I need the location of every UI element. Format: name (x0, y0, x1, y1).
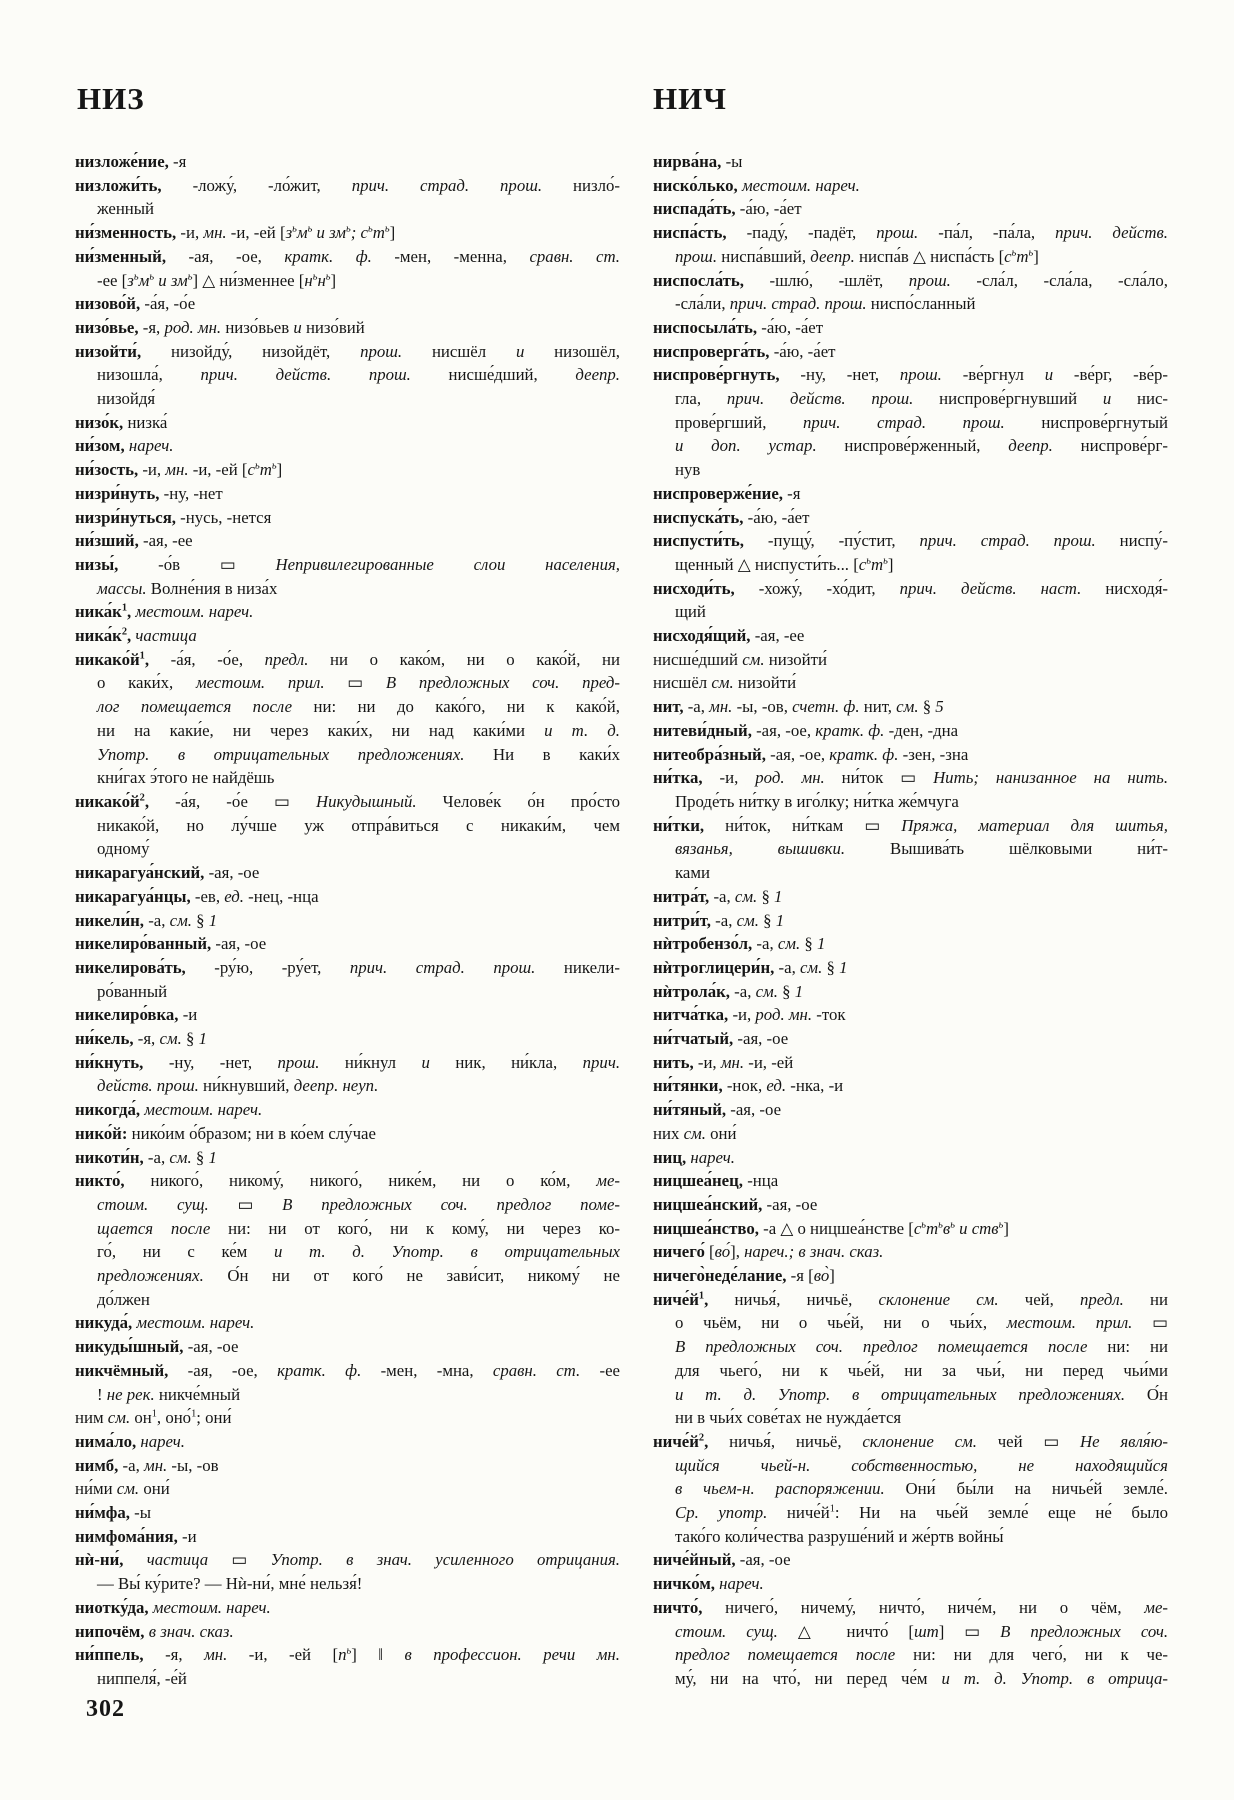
entry-line: $ника́к^1$, местоим. нареч. (75, 602, 254, 622)
dictionary-entry (653, 1240, 1168, 1264)
entry-line: низошла́, прич. действ. прош. нисше́дший, деепр. (97, 365, 620, 385)
dictionary-entry (653, 1548, 1168, 1572)
entry-line: никели́н, -а, см. § 1 (75, 910, 218, 930)
dictionary-entry (75, 529, 620, 553)
dictionary-entry (653, 1596, 1168, 1691)
dictionary-entry (75, 1501, 620, 1525)
entry-line: женный (97, 199, 155, 219)
entry-line: до́лжен (97, 1289, 150, 1309)
entry-line: ни́зменный, -ая, -ое, кратк. ф. -мен, -менна, сравн. ст. (75, 246, 620, 266)
dictionary-entry (653, 1051, 1168, 1075)
dictionary-entry (75, 1122, 620, 1146)
entry-line: нисходи́ть, -хожу́, -хо́дит, прич. действ. наст. нисходя́- (653, 578, 1169, 598)
dictionary-entry (75, 292, 620, 316)
dictionary-entry (653, 885, 1168, 909)
dictionary-entry (75, 482, 620, 506)
dictionary-entry (653, 766, 1168, 813)
dictionary-entry (75, 648, 620, 790)
dictionary-entry (75, 1548, 620, 1595)
entry-line: ниспа́сть, -паду́, -падёт, прош. -па́л, -па́ла, прич. действ. (653, 223, 1168, 243)
dictionary-entry (653, 980, 1168, 1004)
entry-line: ниспусти́ть, -пущу́, -пу́стит, прич. страд. прош. ниспу́- (653, 531, 1168, 551)
entry-line: низойти́, низойду́, низойдёт, прош. нисшёл и низошёл, (75, 341, 620, 361)
entry-line: нѝ-ни́, частица ▭ Употр. в знач. усиленного отрицания. (75, 1550, 621, 1570)
dictionary-entry (653, 648, 1168, 672)
entry-line: кни́гах э́того не найдёшь (97, 768, 275, 788)
entry-line: ро́ванный (97, 981, 168, 1001)
entry-line: нув (675, 460, 701, 480)
entry-line: для чьего́, ни к чье́й, ни за чьи́, ни перед чьи́ми (675, 1360, 1168, 1380)
dictionary-entry (653, 363, 1168, 482)
dictionary-entry (75, 221, 620, 245)
dictionary-entry (75, 1359, 620, 1406)
dictionary-entry (75, 1051, 620, 1098)
entry-line: нико́й: нико́им о́бразом; ни в ко́ем слу́чае (75, 1123, 376, 1143)
entry-line: нитеви́дный, -ая, -ое, кратк. ф. -ден, -дна (653, 720, 959, 740)
right-column (653, 150, 1168, 1691)
dictionary-entry (653, 1288, 1168, 1430)
dictionary-entry (75, 174, 620, 221)
entry-line: никогда́, местоим. нареч. (75, 1100, 263, 1120)
dictionary-entry (75, 1027, 620, 1051)
entry-line: прове́ргший, прич. страд. прош. ниспрове́ргнутый (675, 412, 1168, 432)
entry-line: $ниче́й^2$, ничья́, ничьё, склонение см. чей ▭ Не явля́ю- (653, 1431, 1168, 1451)
dictionary-entry (653, 482, 1168, 506)
entry-line: $ниче́й^1$, ничья́, ничьё, склонение см. чей, предл. ни (653, 1289, 1168, 1309)
dictionary-entry (75, 411, 620, 435)
dictionary-entry (653, 671, 1168, 695)
dictionary-entry (75, 909, 620, 933)
entry-line: ниче́йный, -ая, -ое (653, 1550, 791, 1570)
entry-line: щийся чьей-н. собственностью, не находящийся (675, 1455, 1168, 1475)
entry-line: нима́ло, нареч. (75, 1431, 185, 1451)
entry-line: низри́нуть, -ну, -нет (75, 483, 223, 503)
entry-line: щий (675, 602, 706, 622)
entry-line: му́, ни на что́, ни перед че́м и т. д. Употр. в отрица- (675, 1669, 1169, 1688)
entry-line: ничто́, ничего́, ничему́, ничто́, ниче́м, ни о чём, ме- (653, 1597, 1168, 1617)
entry-line: никарагуа́нский, -ая, -ое (75, 863, 260, 883)
dictionary-entry (653, 1098, 1168, 1122)
dictionary-entry (75, 1146, 620, 1170)
entry-line: ни́зменность, -и, мн. -и, -ей [$з^ьм^ь$ и $зм^ь$; $с^ьт^ь$] (75, 223, 396, 243)
dictionary-entry (75, 790, 620, 861)
entry-line: ничего̀неде́лание, -я [во̀] (653, 1266, 835, 1286)
entry-line: нитри́т, -а, см. § 1 (653, 910, 785, 930)
dictionary-entry (653, 529, 1168, 576)
entry-line: никоти́н, -а, см. § 1 (75, 1147, 217, 1167)
entry-line: щенный △ ниспусти́ть... $[с^ьт^ь]$ (675, 554, 894, 574)
entry-line: ками (675, 863, 710, 883)
dictionary-entry (75, 600, 620, 624)
dictionary-entry (75, 553, 620, 600)
entry-line: ниспуска́ть, -а́ю, -а́ет (653, 507, 810, 527)
entry-line: низо́вье, -я, род. мн. низо́вьев и низо́вий (75, 317, 365, 337)
entry-line: никчёмный, -ая, -ое, кратк. ф. -мен, -мна, сравн. ст. -ее (75, 1360, 620, 1380)
entry-line: нѝтроглицери́н, -а, см. § 1 (653, 957, 848, 977)
entry-line: ницшеа́нец, -нца (653, 1171, 779, 1191)
entry-line: низы́, -о́в ▭ Непривилегированные слои населения, (75, 554, 620, 574)
dictionary-entry (653, 269, 1168, 316)
dictionary-entry (75, 458, 620, 482)
entry-line: низойдя́ (97, 389, 156, 409)
entry-line: Употр. в отрицательных предложениях. Ни в каки́х (97, 744, 620, 764)
dictionary-entry (75, 861, 620, 885)
entry-line: щается после ни: ни от кого́, ни к кому́, ни через ко- (97, 1218, 620, 1238)
entry-line: нипочём, в знач. сказ. (75, 1621, 234, 1641)
entry-line: никуды́шный, -ая, -ое (75, 1337, 239, 1357)
entry-line: нитеобра́зный, -ая, -ое, кратк. ф. -зен, -зна (653, 744, 969, 764)
dictionary-entry (653, 695, 1168, 719)
entry-line: нирва́на, -ы (653, 152, 743, 171)
entry-line: нисше́дший см. низойти́ (653, 649, 827, 669)
entry-line: ним см. $он^1$, оно́$^1$; они́ (75, 1408, 232, 1428)
entry-line: о чьём, ни о чье́й, ни о чьи́х, местоим. прил. ▭ (675, 1313, 1168, 1333)
entry-line: никелиро́вка, -и (75, 1005, 198, 1025)
dictionary-entry (653, 577, 1168, 624)
dictionary-entry (653, 1027, 1168, 1051)
dictionary-entry (75, 245, 620, 292)
entry-line: ни́тка, -и, род. мн. ни́ток ▭ Нить; нанизанное на нить. (653, 768, 1169, 788)
entry-line: ниспосла́ть, -шлю́, -шлёт, прош. -сла́л, -сла́ла, -сла́ло, (653, 270, 1168, 290)
entry-line: ни́тяный, -ая, -ое (653, 1100, 782, 1120)
dictionary-entry (75, 1620, 620, 1644)
entry-line: массы. Волне́ния в низа́х (97, 578, 278, 598)
dictionary-entry (75, 316, 620, 340)
dictionary-entry (653, 506, 1168, 530)
dictionary-entry (75, 340, 620, 411)
dictionary-entry (75, 1335, 620, 1359)
dictionary-entry (75, 1430, 620, 1454)
entry-line: низложи́ть, -ложу́, -ло́жит, прич. страд. прош. низло́- (75, 175, 620, 195)
entry-line: нитча́тка, -и, род. мн. -ток (653, 1005, 846, 1025)
dictionary-entry (75, 1003, 620, 1027)
entry-line: ни́кель, -я, см. § 1 (75, 1029, 207, 1049)
dictionary-entry (653, 197, 1168, 221)
entry-line: ни в чьи́х сове́тах не нужда́ется (675, 1408, 902, 1428)
dictionary-entry (75, 1311, 620, 1335)
entry-line: ничего́ [во́], нареч.; в знач. сказ. (653, 1242, 884, 1262)
entry-line: $ника́к^2$, частица (75, 626, 197, 646)
dictionary-entry (653, 316, 1168, 340)
entry-line: ницшеа́нство, -а △ о ницшеа́нстве [$с^ьт^ьв^ь$ и ств$^ь$] (653, 1218, 1009, 1238)
entry-line: них см. они́ (653, 1123, 737, 1143)
entry-line: нитра́т, -а, см. § 1 (653, 886, 783, 906)
dictionary-entry (75, 956, 620, 1003)
entry-line: — Вы́ ку́рите? — Нѝ-ни́, мне́ нельзя́! (97, 1574, 363, 1594)
entry-line: ни́зом, нареч. (75, 436, 174, 456)
entry-line: нисходя́щий, -ая, -ее (653, 626, 805, 646)
entry-line: нимб, -а, мн. -ы, -ов (75, 1455, 219, 1475)
dictionary-entry (75, 434, 620, 458)
dictionary-entry (653, 932, 1168, 956)
entry-line: ниско́лько, местоим. нареч. (653, 175, 860, 195)
entry-line: нисшёл см. низойти́ (653, 673, 797, 693)
entry-line: никуда́, местоим. нареч. (75, 1313, 255, 1333)
dictionary-entry (75, 150, 620, 174)
entry-line: о каки́х, местоим. прил. ▭ В предложных соч. пред- (97, 673, 620, 693)
entry-line: нить, -и, мн. -и, -ей (653, 1052, 794, 1072)
entry-line: Ср. употр. $ниче́й^1$: Ни на чье́й земле́ еще не́ было (675, 1503, 1168, 1523)
entry-line: ни на каки́е, ни через каки́х, ни над каки́ми и т. д. (97, 720, 620, 740)
entry-line: ниспрове́ргнуть, -ну, -нет, прош. -ве́ргнул и -ве́рг, -ве́р- (653, 365, 1169, 385)
entry-line: одному́ (97, 839, 150, 859)
dictionary-entry (653, 909, 1168, 933)
entry-line: вязанья, вышивки. Вышива́ть шёлковыми ни́т- (675, 839, 1168, 859)
entry-line: ниспада́ть, -а́ю, -а́ет (653, 199, 802, 219)
entry-line: ни́ппель, -я, мн. -и, -ей $[п^ь]$ ‖ в профессион. речи мн. (75, 1645, 620, 1665)
entry-line: предложениях. О́н ни от кого́ не зави́сит, никому́ не (97, 1266, 620, 1286)
dictionary-entry (75, 1525, 620, 1549)
entry-line: ниспроверга́ть, -а́ю, -а́ет (653, 341, 836, 361)
dictionary-entry (653, 1074, 1168, 1098)
page-number: 302 (86, 1696, 125, 1722)
dictionary-entry (75, 1406, 620, 1430)
entry-line: и доп. устар. ниспрове́рженный, деепр. ниспрове́рг- (675, 436, 1168, 456)
entry-line: ни́кнуть, -ну, -нет, прош. ни́кнул и ник, ни́кла, прич. (75, 1052, 621, 1072)
dictionary-entry (75, 932, 620, 956)
entry-line: нит, -а, мн. -ы, -ов, счетн. ф. нит, см. § 5 (653, 697, 944, 717)
dictionary-entry (653, 174, 1168, 198)
entry-line: никако́й, но лу́чше уж отпра́виться с никаки́м, чем (97, 815, 620, 835)
entry-line: ниц, нареч. (653, 1147, 735, 1167)
entry-line: никелиро́ванный, -ая, -ое (75, 934, 267, 954)
entry-line: В предложных соч. предлог помещается после ни: ни (675, 1337, 1168, 1357)
entry-line: стоим. сущ. ▭ В предложных соч. предлог поме- (97, 1194, 621, 1214)
dictionary-entry (653, 1572, 1168, 1596)
running-head-left: НИЗ (77, 81, 145, 116)
entry-line: прош. ниспа́вший, деепр. ниспа́в △ ниспа́сть $[с^ьт^ь]$ (675, 246, 1039, 266)
entry-line: тако́го коли́чества разруше́ний и же́ртв войны́ (675, 1526, 1004, 1546)
entry-line: действ. прош. ни́кнувший, деепр. неуп. (97, 1076, 379, 1096)
entry-line: нимфома́ния, -и (75, 1526, 197, 1546)
entry-line: лог помещается после ни: ни до како́го, ни к како́й, (97, 697, 620, 717)
entry-line: стоим. сущ. △ ничто́ [шт] ▭ В предложных соч. (675, 1621, 1169, 1641)
left-column (75, 150, 620, 1691)
dictionary-entry (653, 1193, 1168, 1217)
dictionary-entry (653, 340, 1168, 364)
entry-line: ни́тянки, -нок, ед. -нка, -и (653, 1076, 844, 1096)
dictionary-entry (653, 1003, 1168, 1027)
entry-line: никелирова́ть, -ру́ю, -ру́ет, прич. страд. прош. никели- (75, 957, 620, 977)
dictionary-entry (75, 506, 620, 530)
entry-line: низово́й, -а́я, -о́е (75, 294, 196, 314)
entry-line: и т. д. Употр. в отрицательных предложениях. О́н (675, 1384, 1169, 1404)
dictionary-entry (75, 1098, 620, 1122)
dictionary-entry (653, 1122, 1168, 1146)
entry-line: низри́нуться, -нусь, -нется (75, 507, 272, 527)
entry-line: в чьем-н. распоряжении. Они́ бы́ли на ничье́й земле́. (675, 1479, 1168, 1499)
entry-line: ничко́м, нареч. (653, 1574, 764, 1594)
entry-line: предлог помещается после ни: ни для чего́, ни к че- (675, 1645, 1168, 1665)
entry-line: $никако́й^1$, -а́я, -о́е, предл. ни о како́м, ни о како́й, ни (75, 649, 620, 669)
entry-line: ниотку́да, местоим. нареч. (75, 1597, 271, 1617)
entry-line: гла, прич. действ. прош. ниспрове́ргнувший и нис- (675, 389, 1168, 409)
dictionary-entry (75, 1169, 620, 1311)
dictionary-entry (75, 1596, 620, 1620)
dictionary-entry (75, 1643, 620, 1690)
entry-line: Проде́ть ни́тку в иго́лку; ни́тка же́мчуга (675, 791, 959, 811)
entry-line: -сла́ли, прич. страд. прош. ниспо́сланный (675, 294, 976, 314)
dictionary-entry (653, 1264, 1168, 1288)
entry-line: ни́тки, ни́ток, ни́ткам ▭ Пряжа, материал для шитья, (653, 815, 1168, 835)
dictionary-entry (653, 719, 1168, 743)
dictionary-entry (75, 1477, 620, 1501)
entry-line: ницшеа́нский, -ая, -ое (653, 1194, 818, 1214)
entry-line: ниспроверже́ние, -я (653, 483, 801, 503)
dictionary-entry (653, 1146, 1168, 1170)
entry-line: низо́к, низка́ (75, 412, 168, 432)
dictionary-entry (653, 956, 1168, 980)
dictionary-entry (653, 221, 1168, 268)
entry-line: никарагуа́нцы, -ев, ед. -нец, -нца (75, 886, 319, 906)
dictionary-entry (653, 814, 1168, 885)
entry-line: ниппеля́, -е́й (97, 1669, 187, 1688)
dictionary-entry (653, 624, 1168, 648)
dictionary-entry (75, 885, 620, 909)
dictionary-entry (75, 1454, 620, 1478)
entry-line: нѝтрола́к, -а, см. § 1 (653, 981, 804, 1001)
entry-line: $никако́й^2$, -а́я, -о́е ▭ Никудышный. Челове́к о́н про́сто (75, 791, 620, 811)
running-head-right: НИЧ (653, 81, 727, 116)
dictionary-entry (653, 1169, 1168, 1193)
entry-line: ни́зость, -и, мн. -и, -ей $[с^ьт^ь]$ (75, 460, 283, 480)
entry-line: нѝтробензо́л, -а, см. § 1 (653, 934, 826, 954)
dictionary-entry (653, 743, 1168, 767)
entry-line: ни́мфа, -ы (75, 1503, 152, 1523)
dictionary-entry (653, 1217, 1168, 1241)
entry-line: ни́зший, -ая, -ее (75, 531, 193, 551)
entry-line: ! не рек. никче́мный (97, 1384, 241, 1404)
entry-line: ни́тчатый, -ая, -ое (653, 1029, 789, 1049)
dictionary-entry (75, 624, 620, 648)
entry-line: го́, ни с ке́м и т. д. Употр. в отрицательных (97, 1242, 621, 1262)
dictionary-entry (653, 150, 1168, 174)
dictionary-entry (653, 1430, 1168, 1549)
entry-line: низложе́ние, -я (75, 152, 187, 171)
entry-line: -ее [$з^ьм^ь$ и $зм^ь$] △ ни́зменнее $[н^ьн^ь]$ (97, 270, 337, 290)
entry-line: ниспосыла́ть, -а́ю, -а́ет (653, 317, 824, 337)
entry-line: ни́ми см. они́ (75, 1479, 170, 1499)
entry-line: никто́, никого́, никому́, никого́, нике́м, ни о ко́м, ме- (75, 1171, 620, 1191)
